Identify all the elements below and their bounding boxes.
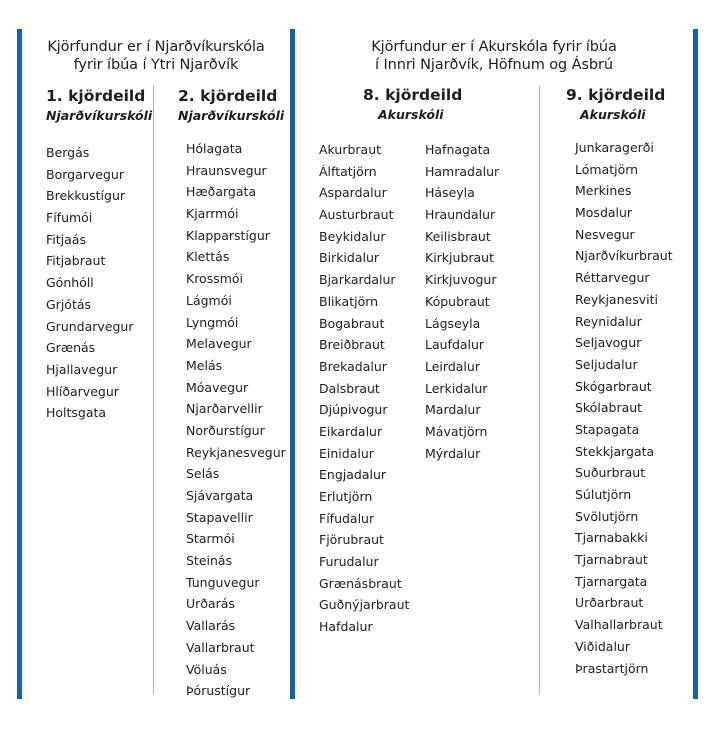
district-2-street-list bbox=[186, 138, 286, 702]
street-item: Hraunsvegur bbox=[186, 162, 267, 178]
street-item: Stapavellir bbox=[186, 509, 253, 525]
street-item: Bogabraut bbox=[319, 315, 385, 331]
street-item: Viðidalur bbox=[575, 638, 630, 654]
street-item: Grænásbraut bbox=[319, 575, 402, 591]
street-item: Kjarrmói bbox=[186, 206, 239, 222]
street-item: Völuás bbox=[186, 661, 227, 677]
left-section-heading bbox=[22, 38, 290, 74]
street-item: Austurbraut bbox=[319, 207, 394, 223]
street-item: Kirkjubraut bbox=[425, 250, 495, 266]
street-item: Fífudalur bbox=[319, 510, 375, 526]
street-item: Stekkjargata bbox=[575, 443, 655, 459]
right-district-separator bbox=[539, 86, 540, 695]
street-item: Borgarvegur bbox=[46, 166, 124, 182]
middle-accent-bar bbox=[290, 29, 295, 699]
street-item: Súlutjörn bbox=[575, 487, 632, 502]
street-item: Dalsbraut bbox=[319, 380, 380, 396]
street-item: Hamradalur bbox=[425, 163, 500, 179]
street-item: Svölutjörn bbox=[575, 508, 639, 524]
street-item: Breiðbraut bbox=[319, 337, 385, 353]
district-9-name: 9. kjördeild bbox=[566, 86, 666, 104]
street-item: Melás bbox=[186, 357, 223, 373]
street-item: Bergás bbox=[46, 145, 90, 160]
street-item: Tjarnabraut bbox=[575, 552, 648, 568]
street-item: Fitjaás bbox=[46, 231, 86, 247]
street-item: Réttarvegur bbox=[575, 270, 650, 286]
street-item: Þrastartjörn bbox=[575, 660, 649, 676]
street-item: Mosdalur bbox=[575, 205, 633, 221]
street-item: Njarðvíkurbraut bbox=[575, 248, 673, 264]
street-item: Kirkjuvogur bbox=[425, 272, 497, 288]
street-item: Tjarnargata bbox=[575, 573, 648, 589]
street-item: Mýrdalur bbox=[425, 445, 481, 461]
street-item: Gónhóll bbox=[46, 275, 94, 291]
street-item: Aspardalur bbox=[319, 185, 387, 201]
street-item: Leirdalur bbox=[425, 358, 480, 374]
left-accent-bar bbox=[17, 29, 22, 699]
street-item: Hafdalur bbox=[319, 619, 373, 635]
street-item: Hraundalur bbox=[425, 207, 496, 223]
street-item: Tunguvegur bbox=[186, 574, 260, 590]
district-8-street-list-col2 bbox=[425, 139, 499, 464]
street-item: Krossmói bbox=[186, 271, 244, 287]
street-item: Fitjabraut bbox=[46, 253, 106, 269]
street-item: Stapagata bbox=[575, 421, 640, 437]
street-item: Merkines bbox=[575, 183, 632, 199]
district-1-name: 1. kjördeild bbox=[46, 87, 146, 105]
street-item: Nesvegur bbox=[575, 226, 635, 242]
street-item: Fífumói bbox=[46, 210, 93, 226]
street-item: Skógarbraut bbox=[575, 378, 652, 394]
street-item: Bjarkardalur bbox=[319, 272, 396, 288]
street-item: Fjörubraut bbox=[319, 532, 384, 548]
street-item: Brekadalur bbox=[319, 358, 387, 374]
street-item: Brekkustígur bbox=[46, 188, 126, 204]
street-item: Njarðarvellir bbox=[186, 401, 263, 417]
street-item: Junkaragerði bbox=[575, 140, 654, 155]
right-heading-line1: Kjörfundur er í Akurskóla fyrir íbúa bbox=[371, 39, 617, 55]
street-item: Furudalur bbox=[319, 554, 379, 570]
street-item: Eikardalur bbox=[319, 423, 383, 439]
street-item: Kópubraut bbox=[425, 293, 490, 309]
street-item: Reykjanesvegur bbox=[186, 444, 286, 460]
street-item: Klapparstígur bbox=[186, 227, 270, 243]
street-item: Hafnagata bbox=[425, 142, 491, 157]
street-item: Tjarnabakki bbox=[575, 530, 648, 546]
street-item: Grænás bbox=[46, 340, 96, 356]
street-item: Lerkidalur bbox=[425, 380, 488, 396]
street-item: Lágseyla bbox=[425, 315, 481, 331]
street-item: Mávatjörn bbox=[425, 423, 488, 439]
street-item: Lyngmói bbox=[186, 314, 239, 330]
street-item: Valhallarbraut bbox=[575, 617, 663, 633]
street-item: Móavegur bbox=[186, 379, 249, 395]
street-item: Steinás bbox=[186, 553, 233, 569]
street-item: Lómatjörn bbox=[575, 161, 639, 177]
district-1-school: Njarðvíkurskóli bbox=[46, 108, 153, 123]
street-item: Hjallavegur bbox=[46, 361, 118, 377]
street-item: Hlíðarvegur bbox=[46, 383, 119, 399]
street-item: Suðurbraut bbox=[575, 465, 646, 481]
district-9-street-list bbox=[575, 137, 673, 679]
left-heading-line1: Kjörfundur er í Njarðvíkurskóla bbox=[47, 39, 265, 55]
street-item: Þórustígur bbox=[186, 683, 251, 699]
street-item: Vallarbraut bbox=[186, 639, 255, 655]
street-item: Skólabraut bbox=[575, 400, 643, 416]
street-item: Norðurstígur bbox=[186, 422, 265, 438]
district-1-street-list bbox=[46, 142, 134, 424]
street-item: Holtsgata bbox=[46, 405, 107, 421]
street-item: Selás bbox=[186, 466, 220, 482]
street-item: Reynidalur bbox=[575, 313, 642, 329]
street-item: Akurbraut bbox=[319, 142, 382, 157]
left-heading-line2: fyrir íbúa í Ytri Njarðvík bbox=[73, 57, 239, 73]
district-2-school: Njarðvíkurskóli bbox=[178, 108, 285, 123]
street-item: Lágmói bbox=[186, 292, 232, 308]
district-9-school: Akurskóli bbox=[580, 107, 646, 122]
street-item: Klettás bbox=[186, 249, 230, 265]
street-item: Hæðargata bbox=[186, 184, 257, 200]
street-item: Engjadalur bbox=[319, 467, 387, 483]
street-item: Háseyla bbox=[425, 185, 475, 201]
district-2-name: 2. kjördeild bbox=[178, 87, 278, 105]
street-item: Urðarás bbox=[186, 596, 235, 612]
street-item: Seljudalur bbox=[575, 356, 638, 372]
street-item: Álftatjörn bbox=[319, 163, 377, 179]
right-accent-bar bbox=[693, 29, 698, 699]
street-item: Seljavogur bbox=[575, 335, 642, 351]
street-item: Guðnýjarbraut bbox=[319, 597, 410, 613]
street-item: Mardalur bbox=[425, 402, 481, 418]
street-item: Vallarás bbox=[186, 618, 236, 634]
street-item: Erlutjörn bbox=[319, 489, 373, 504]
street-item: Urðarbraut bbox=[575, 595, 644, 611]
street-item: Grjótás bbox=[46, 296, 92, 312]
street-item: Birkidalur bbox=[319, 250, 380, 266]
street-item: Djúpivogur bbox=[319, 402, 388, 418]
district-8-name: 8. kjördeild bbox=[363, 86, 463, 104]
street-item: Laufdalur bbox=[425, 337, 485, 353]
street-item: Hólagata bbox=[186, 141, 243, 156]
street-item: Beykidalur bbox=[319, 228, 386, 244]
right-heading-line2: í Innri Njarðvík, Höfnum og Ásbrú bbox=[375, 57, 613, 73]
street-item: Starmói bbox=[186, 531, 235, 547]
street-item: Reykjanesviti bbox=[575, 291, 658, 307]
street-item: Keilisbraut bbox=[425, 228, 491, 244]
street-item: Grundarvegur bbox=[46, 318, 134, 334]
left-district-separator bbox=[153, 86, 154, 694]
district-8-street-list-col1 bbox=[319, 139, 409, 638]
district-8-school: Akurskóli bbox=[378, 107, 444, 122]
right-section-heading bbox=[295, 38, 693, 74]
street-item: Melavegur bbox=[186, 336, 252, 352]
street-item: Einidalur bbox=[319, 445, 374, 461]
street-item: Sjávargata bbox=[186, 488, 254, 503]
street-item: Blikatjörn bbox=[319, 293, 379, 309]
